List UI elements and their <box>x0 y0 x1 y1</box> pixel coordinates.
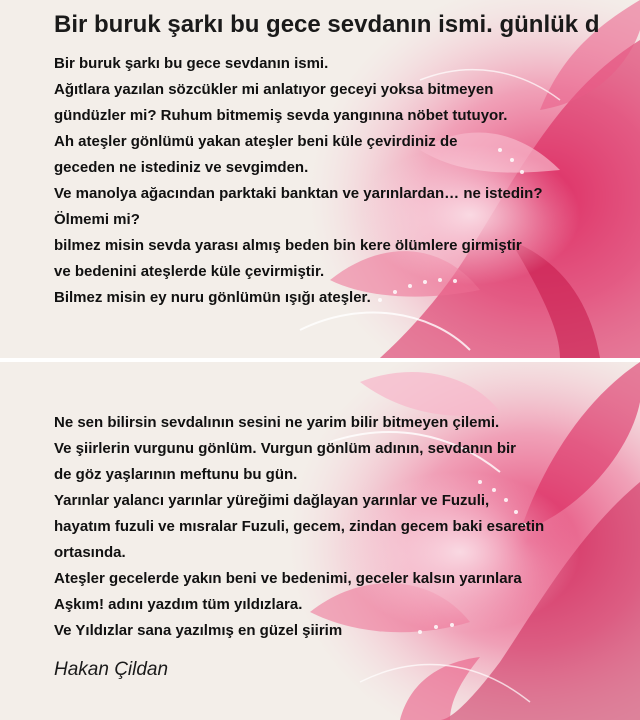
poem-line: Aşkım! adını yazdım tüm yıldızlara. <box>54 596 303 613</box>
poem-line: hayatım fuzuli ve mısralar Fuzuli, gecem, zindan gecem baki esaretin <box>54 518 545 535</box>
poem-line: Ölmemi mi? <box>54 211 140 228</box>
poem-card-top <box>0 0 640 358</box>
poem-line: Bilmez misin ey nuru gönlümün ışığı ateşler. <box>54 289 371 306</box>
poem-stanza-2 <box>54 410 544 644</box>
poem-line: Ve şiirlerin vurgunu gönlüm. Vurgun gönlüm adının, sevdanın bir <box>54 440 516 457</box>
poem-line: geceden ne istediniz ve sevgimden. <box>54 159 309 176</box>
poem-line: gündüzler mi? Ruhum bitmemiş sevda yangınına nöbet tutuyor. <box>54 107 508 124</box>
poem-line: bilmez misin sevda yarası almış beden bin kere ölümlere girmiştir <box>54 237 522 254</box>
poem-line: Ve manolya ağacından parktaki banktan ve yarınlardan… ne istedin? <box>54 185 543 202</box>
poem-author: Hakan Çildan <box>54 659 169 680</box>
poem-line: Ah ateşler gönlümü yakan ateşler beni küle çevirdiniz de <box>54 133 458 150</box>
poem-line: Ne sen bilirsin sevdalının sesini ne yarim bilir bitmeyen çilemi. <box>54 414 500 431</box>
poem-stanza-1 <box>54 51 543 311</box>
poem-line: Ağıtlara yazılan sözcükler mi anlatıyor geceyi yoksa bitmeyen <box>54 81 494 98</box>
poem-line: Bir buruk şarkı bu gece sevdanın ismi. <box>54 55 329 72</box>
poem-card-bottom <box>0 362 640 720</box>
poem-line: ortasında. <box>54 544 126 561</box>
poem-line: ve bedenini ateşlerde küle çevirmiştir. <box>54 263 325 280</box>
poem-line: Ateşler gecelerde yakın beni ve bedenimi, geceler kalsın yarınlara <box>54 570 522 587</box>
poem-line: de göz yaşlarının meftunu bu gün. <box>54 466 298 483</box>
poem-title: Bir buruk şarkı bu gece sevdanın ismi. günlük d <box>54 11 600 38</box>
poem-line: Yarınlar yalancı yarınlar yüreğimi dağlayan yarınlar ve Fuzuli, <box>54 492 490 509</box>
poem-line: Ve Yıldızlar sana yazılmış en güzel şiirim <box>54 622 343 639</box>
